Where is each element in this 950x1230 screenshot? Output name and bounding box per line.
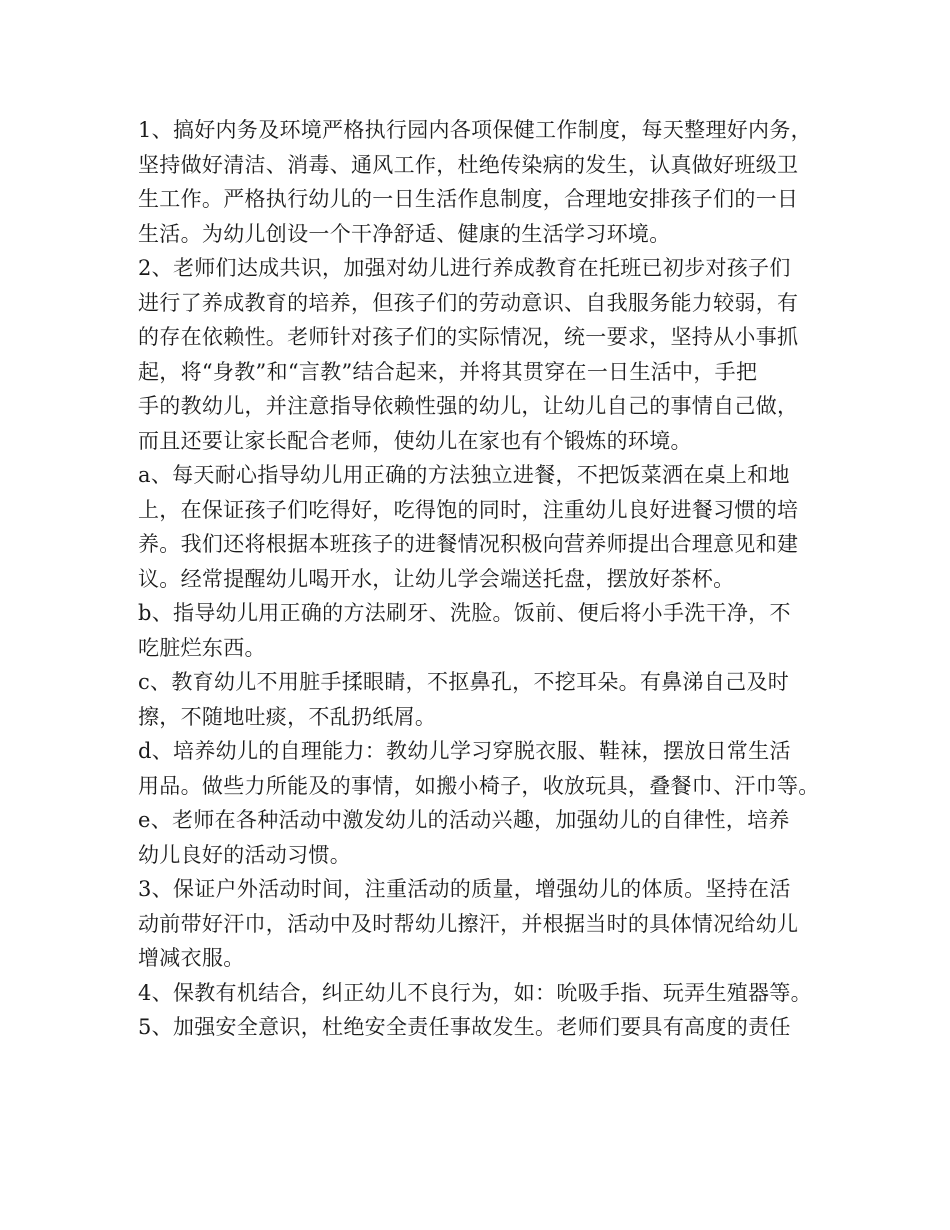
text-line: 擦，不随地吐痰，不乱扔纸屑。 xyxy=(138,704,437,729)
text-line: 生工作。严格执行幼儿的一日生活作息制度，合理地安排孩子们的一日 xyxy=(138,187,799,211)
text-line: 手的教幼儿，并注意指导依赖性强的幼儿，让幼儿自己的事情自己做， xyxy=(138,394,799,418)
text-line: 1、搞好内务及环境严格执行园内各项保健工作制度，每天整理好内务， xyxy=(138,118,812,142)
text-line: 的存在依赖性。老师针对孩子们的实际情况，统一要求，坚持从小事抓 xyxy=(138,325,799,349)
text-line: e、老师在各种活动中激发幼儿的活动兴趣，加强幼儿的自律性，培养 xyxy=(138,808,790,832)
text-line: 进行了养成教育的培养，但孩子们的劳动意识、自我服务能力较弱，有 xyxy=(138,290,799,315)
text-line: 上，在保证孩子们吃得好，吃得饱的同时，注重幼儿良好进餐习惯的培 xyxy=(138,497,799,522)
text-line: 而且还要让家长配合老师，使幼儿在家也有个锻炼的环境。 xyxy=(138,428,692,453)
text-line: 养。我们还将根据本班孩子的进餐情况积极向营养师提出合理意见和建 xyxy=(138,532,799,556)
text-line: c、教育幼儿不用脏手揉眼睛，不抠鼻孔，不挖耳朵。有鼻涕自己及时 xyxy=(138,670,790,694)
text-line: 起，将“身教”和“言教”结合起来，并将其贯穿在一日生活中，手把 xyxy=(138,359,758,384)
text-line: 4、保教有机结合，纠正幼儿不良行为，如：吮吸手指、玩弄生殖器等。 xyxy=(138,980,812,1005)
text-line: 生活。为幼儿创设一个干净舒适、健康的生活学习环境。 xyxy=(138,221,671,246)
document-body xyxy=(138,113,828,1045)
text-line: 增减衣服。 xyxy=(138,946,245,970)
text-line: 3、保证户外活动时间，注重活动的质量，增强幼儿的体质。坚持在活 xyxy=(138,877,791,901)
text-line: 坚持做好清洁、消毒、通风工作，杜绝传染病的发生，认真做好班级卫 xyxy=(138,152,799,177)
text-line: a、每天耐心指导幼儿用正确的方法独立进餐，不把饭菜洒在桌上和地 xyxy=(138,463,790,487)
text-line: 动前带好汗巾，活动中及时帮幼儿擦汗，并根据当时的具体情况给幼儿 xyxy=(138,911,799,936)
text-line: 幼儿良好的活动习惯。 xyxy=(138,842,351,867)
text-line: 2、老师们达成共识，加强对幼儿进行养成教育在托班已初步对孩子们 xyxy=(138,256,791,280)
text-line: 5、加强安全意识，杜绝安全责任事故发生。老师们要具有高度的责任 xyxy=(138,1015,791,1039)
text-line: 议。经常提醒幼儿喝开水，让幼儿学会端送托盘，摆放好茶杯。 xyxy=(138,566,735,591)
text-line: 吃脏烂东西。 xyxy=(138,635,266,660)
text-line: 用品。做些力所能及的事情，如搬小椅子，收放玩具，叠餐巾、汗巾等。 xyxy=(138,773,820,798)
text-line: b、指导幼儿用正确的方法刷牙、洗脸。饭前、便后将小手洗干净，不 xyxy=(138,601,791,625)
text-line: d、培养幼儿的自理能力：教幼儿学习穿脱衣服、鞋袜，摆放日常生活 xyxy=(138,739,791,763)
